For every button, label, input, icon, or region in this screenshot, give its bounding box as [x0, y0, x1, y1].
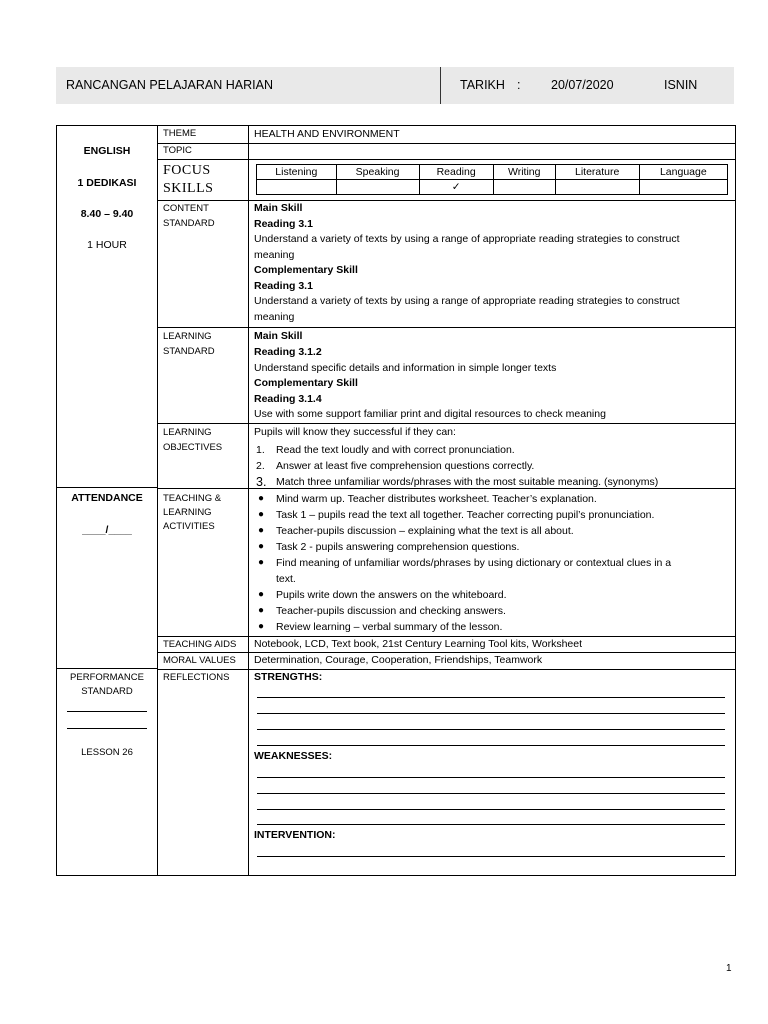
date-separator: : [517, 78, 521, 92]
objectives-label-1: LEARNING [163, 427, 212, 438]
row-divider-moral [157, 669, 735, 670]
objective-item: 2. Answer at least five comprehension questions correctly. [256, 460, 535, 472]
row-divider-topic [157, 159, 735, 160]
learning-comp-code: Reading 3.1.4 [254, 393, 322, 405]
strengths-line-2[interactable] [257, 713, 725, 714]
content-label-2: STANDARD [163, 218, 215, 229]
skill-reading: Reading [419, 165, 493, 180]
lesson-plan-table [56, 125, 736, 876]
intervention-line-1[interactable] [257, 856, 725, 857]
performance-blank-2[interactable] [67, 728, 147, 729]
strengths-heading: STRENGTHS: [254, 671, 323, 683]
weaknesses-heading: WEAKNESSES: [254, 750, 333, 762]
row-divider-theme [157, 143, 735, 144]
objective-item: 1. Read the text loudly and with correct pronunciation. [256, 444, 515, 456]
content-label-1: CONTENT [163, 203, 209, 214]
day-value: ISNIN [664, 78, 698, 92]
strengths-line-3[interactable] [257, 729, 725, 730]
lesson-number: LESSON 26 [81, 747, 133, 758]
activity-item: ● Task 1 – pupils read the text all together. Teacher correcting pupil’s pronunciation. [258, 509, 655, 521]
activity-item: ● Mind warm up. Teacher distributes worksheet. Teacher’s explanation. [258, 493, 597, 505]
learning-comp-text: Use with some support familiar print and digital resources to check meaning [254, 408, 606, 420]
content-main-title: Main Skill [254, 202, 303, 214]
content-comp-text-1: Understand a variety of texts by using a range of appropriate reading strategies to construct [254, 295, 680, 307]
aids-value: Notebook, LCD, Text book, 21st Century Learning Tool kits, Worksheet [254, 638, 583, 650]
left-divider-1 [57, 487, 157, 488]
column-divider-1 [157, 126, 158, 875]
check-literature[interactable] [555, 180, 639, 195]
check-reading[interactable]: ✓ [419, 180, 493, 195]
check-language[interactable] [639, 180, 727, 195]
activity-item: ● Teacher-pupils discussion – explaining what the text is all about. [258, 525, 574, 537]
plan-title: RANCANGAN PELAJARAN HARIAN [66, 78, 273, 92]
content-comp-text-2: meaning [254, 310, 295, 323]
objective-item: 3. Match three unfamiliar words/phrases with the most suitable meaning. (synonyms) [256, 475, 659, 489]
check-listening[interactable] [257, 180, 337, 195]
row-divider-content [157, 327, 735, 328]
weaknesses-line-2[interactable] [257, 793, 725, 794]
lesson-time: 8.40 – 9.40 [80, 208, 134, 220]
focus-label-1: FOCUS [163, 163, 211, 178]
column-divider-2 [248, 126, 249, 875]
learning-main-title: Main Skill [254, 330, 303, 342]
activity-item: ● Review learning – verbal summary of the lesson. [258, 621, 503, 633]
strengths-line-1[interactable] [257, 697, 725, 698]
reflections-label: REFLECTIONS [163, 672, 230, 683]
weaknesses-line-4[interactable] [257, 824, 725, 825]
date-value: 20/07/2020 [551, 78, 614, 92]
learning-main-code: Reading 3.1.2 [254, 346, 322, 358]
skill-speaking: Speaking [336, 165, 419, 180]
subject: ENGLISH [83, 145, 131, 157]
attendance-label: ATTENDANCE [71, 492, 143, 504]
header-divider [440, 67, 441, 104]
topic-label: TOPIC [163, 145, 192, 156]
class-name: 1 DEDIKASI [77, 177, 137, 189]
performance-label-1: PERFORMANCE [70, 672, 144, 683]
performance-label-2: STANDARD [81, 686, 133, 697]
theme-label: THEME [163, 128, 197, 139]
lesson-duration: 1 HOUR [87, 239, 127, 251]
weaknesses-line-3[interactable] [257, 809, 725, 810]
activity-item: ● Task 2 - pupils answering comprehension questions. [258, 541, 520, 553]
content-main-text-1: Understand a variety of texts by using a range of appropriate reading strategies to construct [254, 233, 680, 245]
check-speaking[interactable] [336, 180, 419, 195]
focus-label-2: SKILLS [163, 181, 214, 196]
theme-value: HEALTH AND ENVIRONMENT [254, 128, 400, 140]
content-comp-code: Reading 3.1 [254, 279, 313, 292]
activity-item: ● Pupils write down the answers on the whiteboard. [258, 589, 507, 601]
objectives-intro: Pupils will know they successful if they can: [254, 426, 456, 438]
content-comp-title: Complementary Skill [254, 264, 358, 276]
left-divider-2 [57, 668, 157, 669]
content-main-text-2: meaning [254, 248, 295, 261]
page-number: 1 [726, 963, 732, 974]
activities-list [254, 491, 729, 635]
activity-item: ● Teacher-pupils discussion and checking answers. [258, 605, 506, 617]
skill-writing: Writing [493, 165, 555, 180]
skill-listening: Listening [257, 165, 337, 180]
focus-skills-grid [256, 164, 728, 195]
header-bar [56, 67, 734, 104]
activities-label-3: ACTIVITIES [163, 521, 215, 532]
skill-literature: Literature [555, 165, 639, 180]
activities-label-1: TEACHING & [163, 493, 222, 504]
activity-item-continued: text. [276, 573, 296, 585]
learning-label-1: LEARNING [163, 331, 212, 342]
row-divider-focus [157, 200, 735, 201]
content-main-code: Reading 3.1 [254, 217, 313, 230]
activities-label-2: LEARNING [163, 507, 212, 518]
moral-label: MORAL VALUES [163, 655, 236, 666]
learning-label-2: STANDARD [163, 346, 215, 357]
activity-item: ● Find meaning of unfamiliar words/phrases by using dictionary or contextual clues in a [258, 557, 672, 569]
skill-language: Language [639, 165, 727, 180]
strengths-line-4[interactable] [257, 745, 725, 746]
performance-blank-1[interactable] [67, 711, 147, 712]
attendance-field[interactable]: ____/____ [82, 524, 132, 536]
objectives-list [254, 442, 729, 490]
aids-label: TEACHING AIDS [163, 639, 237, 650]
learning-main-text: Understand specific details and information in simple longer texts [254, 362, 557, 374]
date-label: TARIKH [460, 78, 505, 92]
check-writing[interactable] [493, 180, 555, 195]
objectives-label-2: OBJECTIVES [163, 442, 223, 453]
row-divider-learning [157, 423, 735, 424]
moral-value: Determination, Courage, Cooperation, Friendships, Teamwork [254, 654, 543, 666]
weaknesses-line-1[interactable] [257, 777, 725, 778]
intervention-heading: INTERVENTION: [254, 829, 336, 841]
learning-comp-title: Complementary Skill [254, 377, 358, 389]
